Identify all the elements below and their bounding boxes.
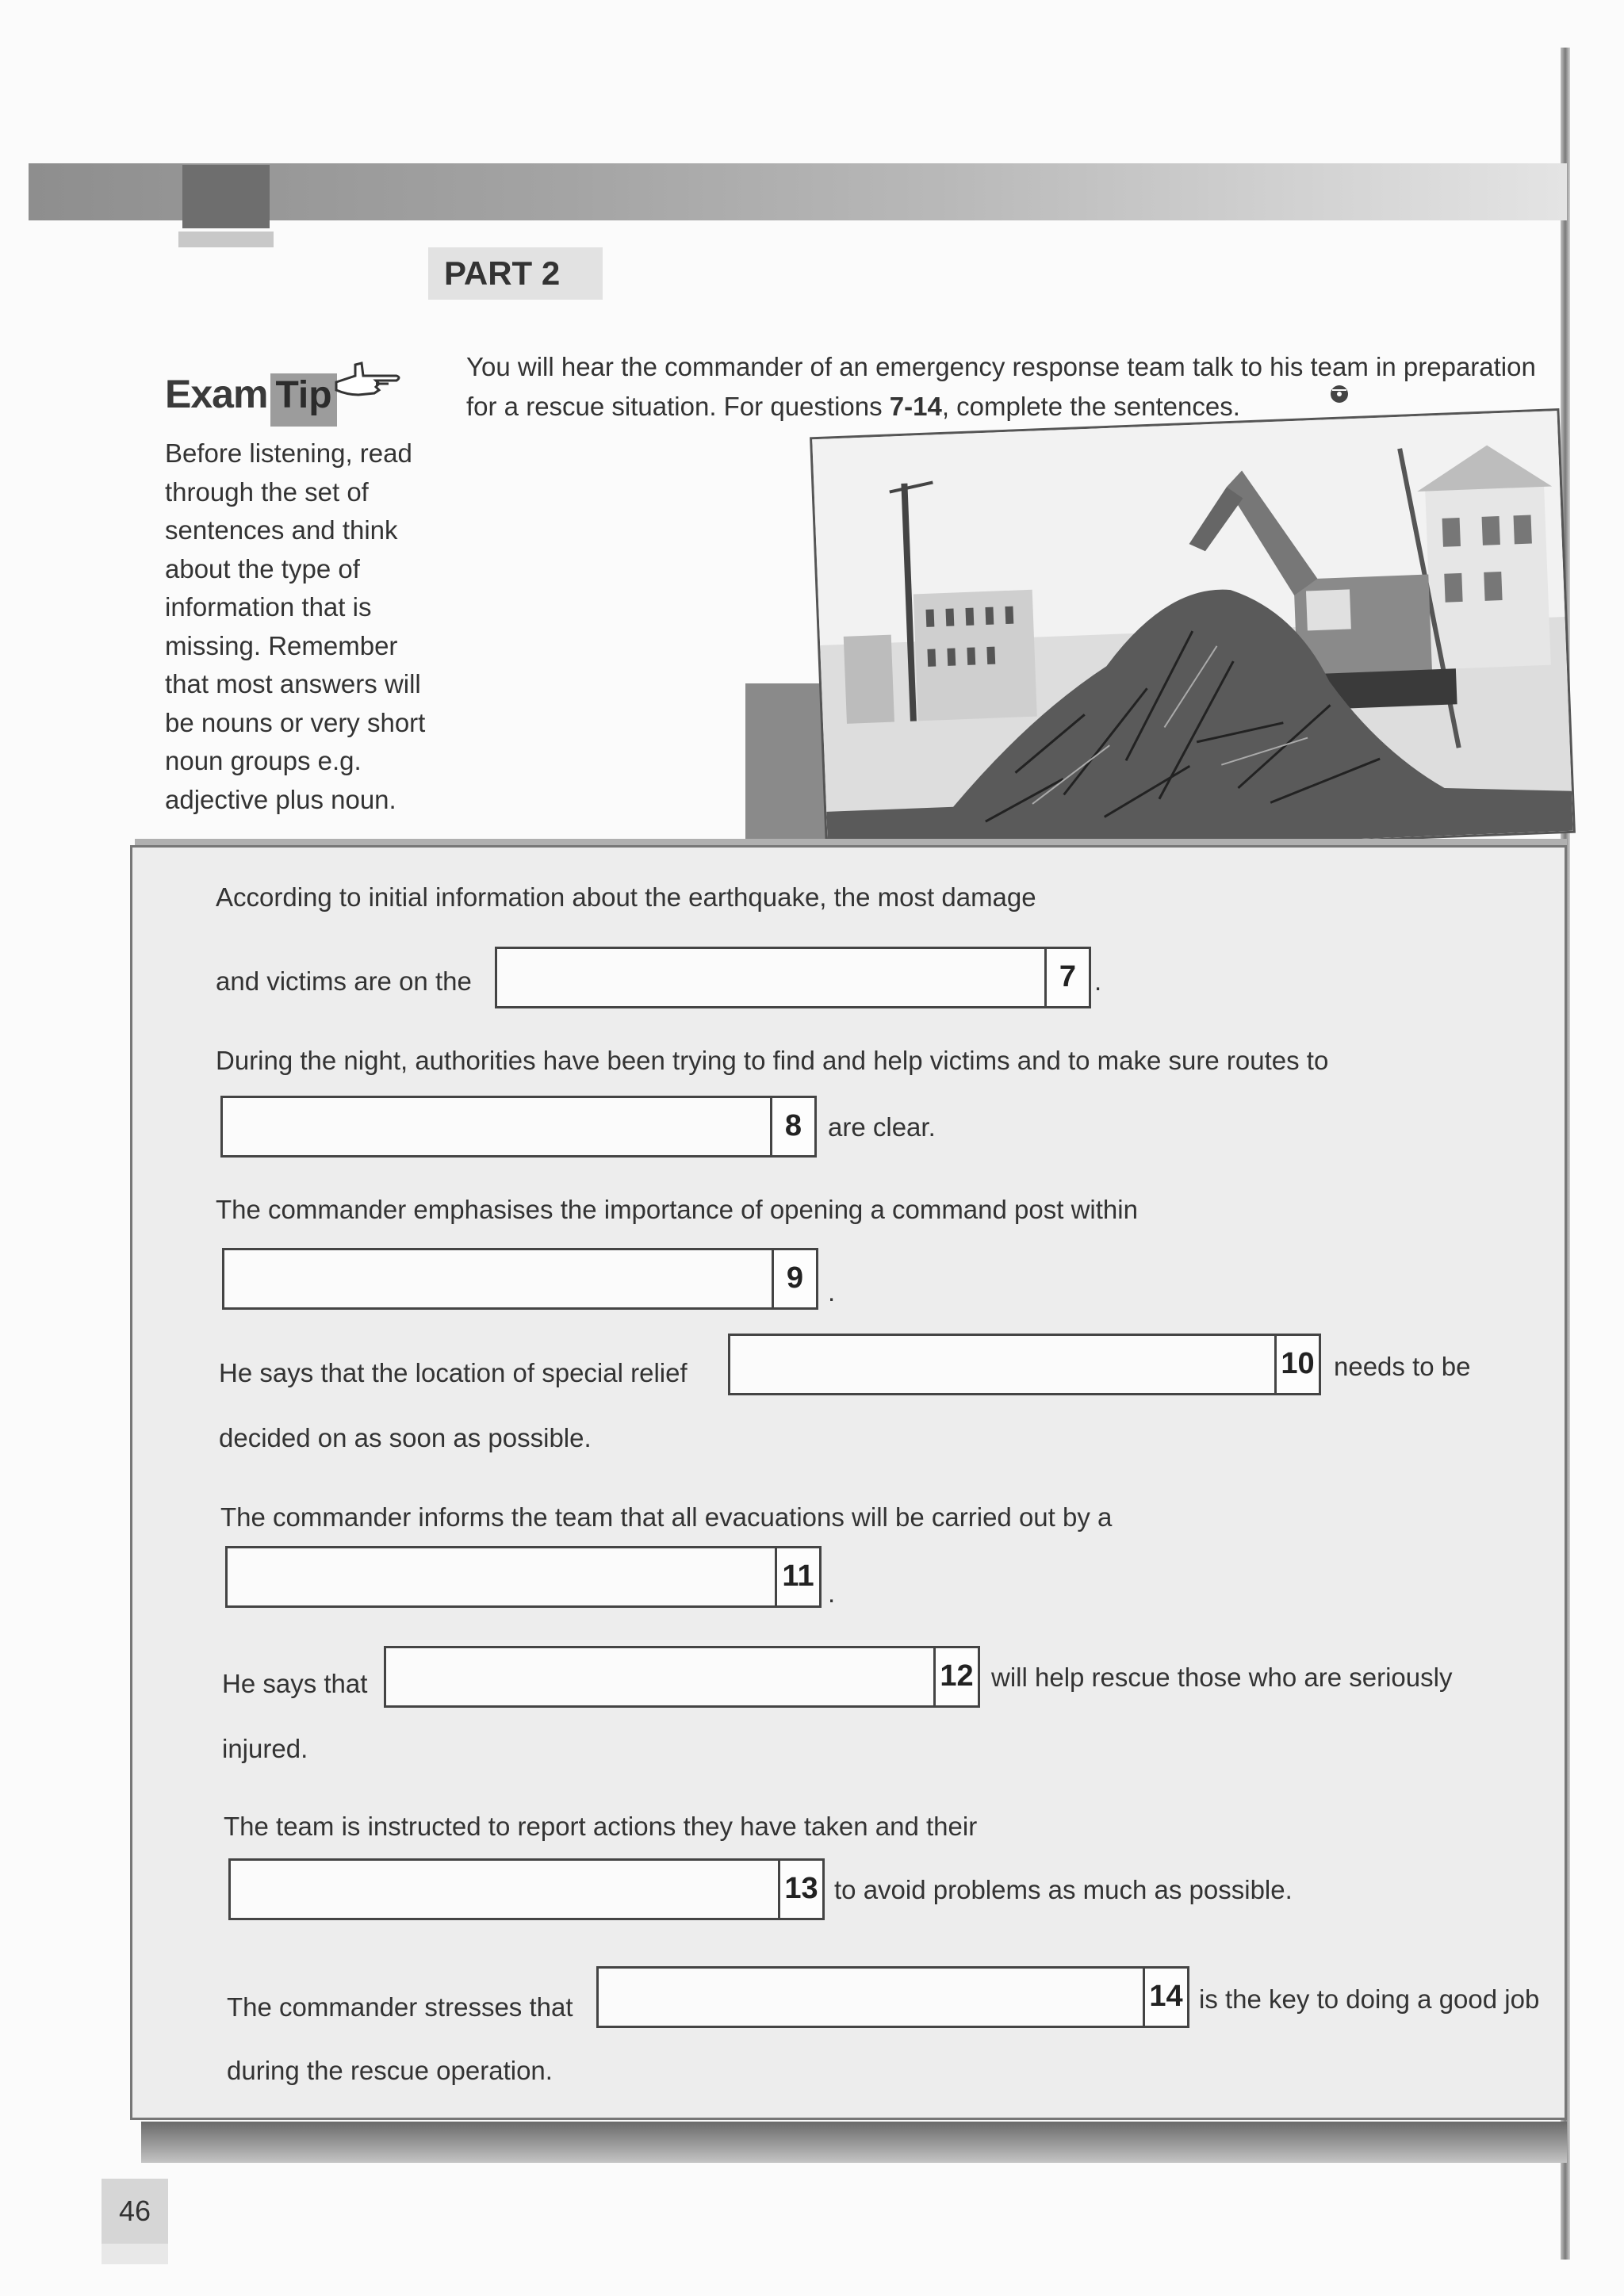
earthquake-rubble-photo	[812, 411, 1573, 859]
cd-icon	[1329, 384, 1350, 404]
answer-box-10[interactable]	[728, 1334, 1321, 1395]
question-11-intro: The commander informs the team that all evacuations will be carried out by a	[220, 1502, 1113, 1532]
question-12-continuation: injured.	[222, 1734, 308, 1763]
question-7-prefix: and victims are on the	[216, 966, 472, 996]
exam-tip-line: information that is	[165, 592, 372, 622]
exam-tip-line: Before listening, read	[165, 438, 412, 468]
part-title: PART 2	[428, 247, 603, 300]
question-8-intro: During the night, authorities have been trying to find and help victims and to make sure routes to	[216, 1046, 1329, 1075]
panel-bottom-shadow	[141, 2122, 1567, 2163]
question-7-suffix: .	[1094, 966, 1102, 996]
exam-tip-body	[165, 434, 450, 819]
answer-box-14[interactable]	[596, 1966, 1189, 2028]
question-number-10: 10	[1274, 1336, 1319, 1393]
answer-box-13[interactable]	[228, 1858, 825, 1920]
instructions	[466, 347, 1561, 427]
exam-tip-line: through the set of	[165, 476, 369, 507]
instructions-line-1: You will hear the commander of an emergency response team talk to his team in preparation	[466, 352, 1536, 381]
answer-box-12[interactable]	[384, 1646, 980, 1708]
question-10-prefix: He says that the location of special relief	[219, 1358, 688, 1387]
answer-box-11[interactable]	[225, 1546, 822, 1608]
exam-tip-line: be nouns or very short	[165, 707, 426, 737]
question-11-suffix: .	[828, 1578, 836, 1608]
question-13-intro: The team is instructed to report actions they have taken and their	[224, 1812, 978, 1841]
page-number-strip	[102, 2244, 168, 2264]
question-7-intro: According to initial information about the earthquake, the most damage	[216, 882, 1036, 912]
answer-box-8[interactable]	[220, 1096, 817, 1158]
question-9-suffix: .	[828, 1277, 836, 1307]
exam-tip-line: about the type of	[165, 553, 360, 584]
question-14-prefix: The commander stresses that	[227, 1992, 573, 2022]
exam-tip-box	[270, 373, 336, 427]
question-number-13: 13	[778, 1861, 822, 1918]
header-block	[182, 165, 270, 228]
question-12-suffix: will help rescue those who are seriously	[991, 1663, 1453, 1692]
exam-tip-word: Exam	[165, 372, 268, 416]
question-number-12: 12	[933, 1648, 978, 1705]
exam-tip-line: noun groups e.g.	[165, 746, 362, 775]
question-9-intro: The commander emphasises the importance of opening a command post within	[216, 1195, 1138, 1224]
question-number-8: 8	[770, 1098, 814, 1155]
question-12-prefix: He says that	[222, 1669, 368, 1698]
question-10-suffix: needs to be	[1334, 1352, 1471, 1381]
question-14-continuation: during the rescue operation.	[227, 2056, 553, 2085]
instructions-text: , complete the sentences.	[941, 392, 1240, 421]
exam-tip-line: that most answers will	[165, 669, 421, 698]
answer-box-7[interactable]	[495, 947, 1091, 1008]
instructions-text: for a rescue situation. For questions	[466, 392, 890, 421]
question-10-continuation: decided on as soon as possible.	[219, 1423, 592, 1452]
exam-tip-line: sentences and think	[165, 515, 398, 545]
pointing-hand-icon	[331, 358, 403, 406]
exam-tip-line: adjective plus noun.	[165, 784, 396, 814]
question-number-14: 14	[1143, 1969, 1187, 2026]
exam-tip-box-label: Tip	[275, 374, 332, 416]
answer-box-9[interactable]	[222, 1248, 818, 1310]
header-accent	[178, 232, 274, 247]
question-number-9: 9	[772, 1250, 816, 1307]
question-14-suffix: is the key to doing a good job	[1199, 1984, 1540, 2014]
question-13-suffix: to avoid problems as much as possible.	[834, 1875, 1293, 1904]
question-number-7: 7	[1044, 949, 1089, 1006]
question-range: 7-14	[889, 392, 942, 421]
page-number: 46	[102, 2179, 168, 2244]
question-8-suffix: are clear.	[828, 1112, 936, 1142]
question-number-11: 11	[775, 1548, 819, 1605]
exam-tip-line: missing. Remember	[165, 630, 398, 660]
questions-panel	[130, 845, 1567, 2120]
